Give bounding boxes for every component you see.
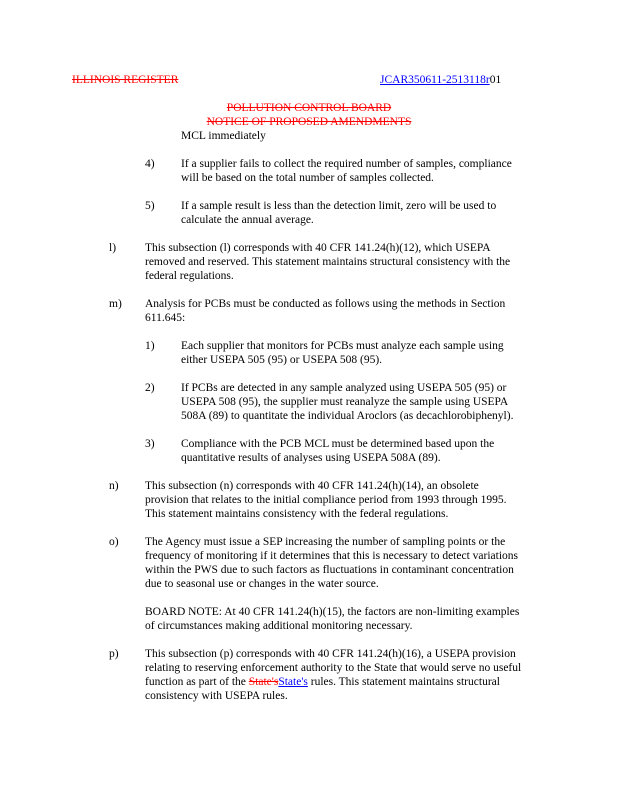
item-4-line1: If a supplier fails to collect the required number of samples, compliance bbox=[181, 158, 512, 170]
subsection-p-label: p) bbox=[109, 648, 119, 660]
subsection-o-line4: due to seasonal use or changes in the water source. bbox=[145, 578, 379, 590]
item-m2-line3: 508A (89) to quantitate the individual Aroclors (as decachlorobiphenyl). bbox=[181, 410, 514, 422]
item-4-line2: will be based on the total number of samples collected. bbox=[181, 172, 434, 184]
subsection-p-line1: This subsection (p) corresponds with 40 CFR 141.24(h)(16), a USEPA provision bbox=[145, 648, 516, 660]
subsection-l-line3: federal regulations. bbox=[145, 270, 234, 282]
item-5-line1: If a sample result is less than the detection limit, zero will be used to bbox=[181, 200, 497, 212]
subsection-m-line1: Analysis for PCBs must be conducted as follows using the methods in Section bbox=[145, 298, 506, 310]
deleted-text: State's bbox=[248, 676, 279, 688]
jcar-code bbox=[380, 73, 501, 87]
board-title: POLLUTION CONTROL BOARD bbox=[226, 102, 392, 114]
subsection-n-label: n) bbox=[109, 480, 119, 492]
subsection-p-line2: relating to reserving enforcement authority to the State that would serve no useful bbox=[145, 662, 522, 674]
subsection-o-label: o) bbox=[109, 536, 119, 548]
inserted-text: State's bbox=[278, 676, 308, 688]
item-m3-number: 3) bbox=[145, 438, 155, 450]
board-note-line1: BOARD NOTE: At 40 CFR 141.24(h)(15), the factors are non-limiting examples bbox=[145, 606, 520, 618]
subsection-l-line1: This subsection (l) corresponds with 40 CFR 141.24(h)(12), which USEPA bbox=[145, 242, 491, 254]
notice-title: NOTICE OF PROPOSED AMENDMENTS bbox=[206, 116, 412, 128]
subsection-o-line1: The Agency must issue a SEP increasing the number of sampling points or the bbox=[145, 536, 506, 548]
item-m1-number: 1) bbox=[145, 340, 155, 352]
jcar-code-suffix: 01 bbox=[489, 74, 502, 86]
item-m3-line1: Compliance with the PCB MCL must be determined based upon the bbox=[181, 438, 495, 450]
subsection-n-line3: This statement maintains consistency with the federal regulations. bbox=[145, 508, 449, 520]
jcar-code-main: JCAR350611-2513118r bbox=[380, 74, 490, 86]
item-m2-line1: If PCBs are detected in any sample analyzed using USEPA 505 (95) or bbox=[181, 382, 507, 394]
subsection-p-line3-end: rules. This statement maintains structural bbox=[307, 676, 500, 688]
subsection-n-line2: provision that relates to the initial compliance period from 1993 through 1995. bbox=[145, 494, 507, 506]
subsection-l-label: l) bbox=[109, 242, 117, 254]
item-m2-number: 2) bbox=[145, 382, 155, 394]
subsection-o-line2: frequency of monitoring if it determines that this is necessary to detect variations bbox=[145, 550, 519, 562]
item-m3-line2: quantitative results of analyses using USEPA 508A (89). bbox=[181, 452, 441, 464]
item-5-line2: calculate the annual average. bbox=[181, 214, 314, 226]
subsection-p-line4: consistency with USEPA rules. bbox=[145, 690, 288, 702]
subsection-m-label: m) bbox=[109, 298, 122, 310]
subsection-o-line3: within the PWS due to such factors as fluctuations in contaminant concentration bbox=[145, 564, 514, 576]
item-m1-line1: Each supplier that monitors for PCBs must analyze each sample using bbox=[181, 340, 504, 352]
subsection-l-line2: removed and reserved. This statement maintains structural consistency with the bbox=[145, 256, 511, 268]
item-5-number: 5) bbox=[145, 200, 155, 212]
subsection-m-line2: 611.645: bbox=[145, 312, 186, 324]
subsection-n-line1: This subsection (n) corresponds with 40 CFR 141.24(h)(14), an obsolete bbox=[145, 480, 479, 492]
board-note-line2: of circumstances making additional monitoring necessary. bbox=[145, 620, 413, 632]
subsection-p-line3-start: function as part of the bbox=[145, 676, 249, 688]
continuation-text: MCL immediately bbox=[181, 130, 266, 142]
register-title: ILLINOIS REGISTER bbox=[72, 74, 179, 86]
subsection-p-line3 bbox=[145, 675, 500, 689]
item-m2-line2: USEPA 508 (95), the supplier must reanalyze the sample using USEPA bbox=[181, 396, 509, 408]
item-4-number: 4) bbox=[145, 158, 155, 170]
item-m1-line2: either USEPA 505 (95) or USEPA 508 (95). bbox=[181, 354, 383, 366]
